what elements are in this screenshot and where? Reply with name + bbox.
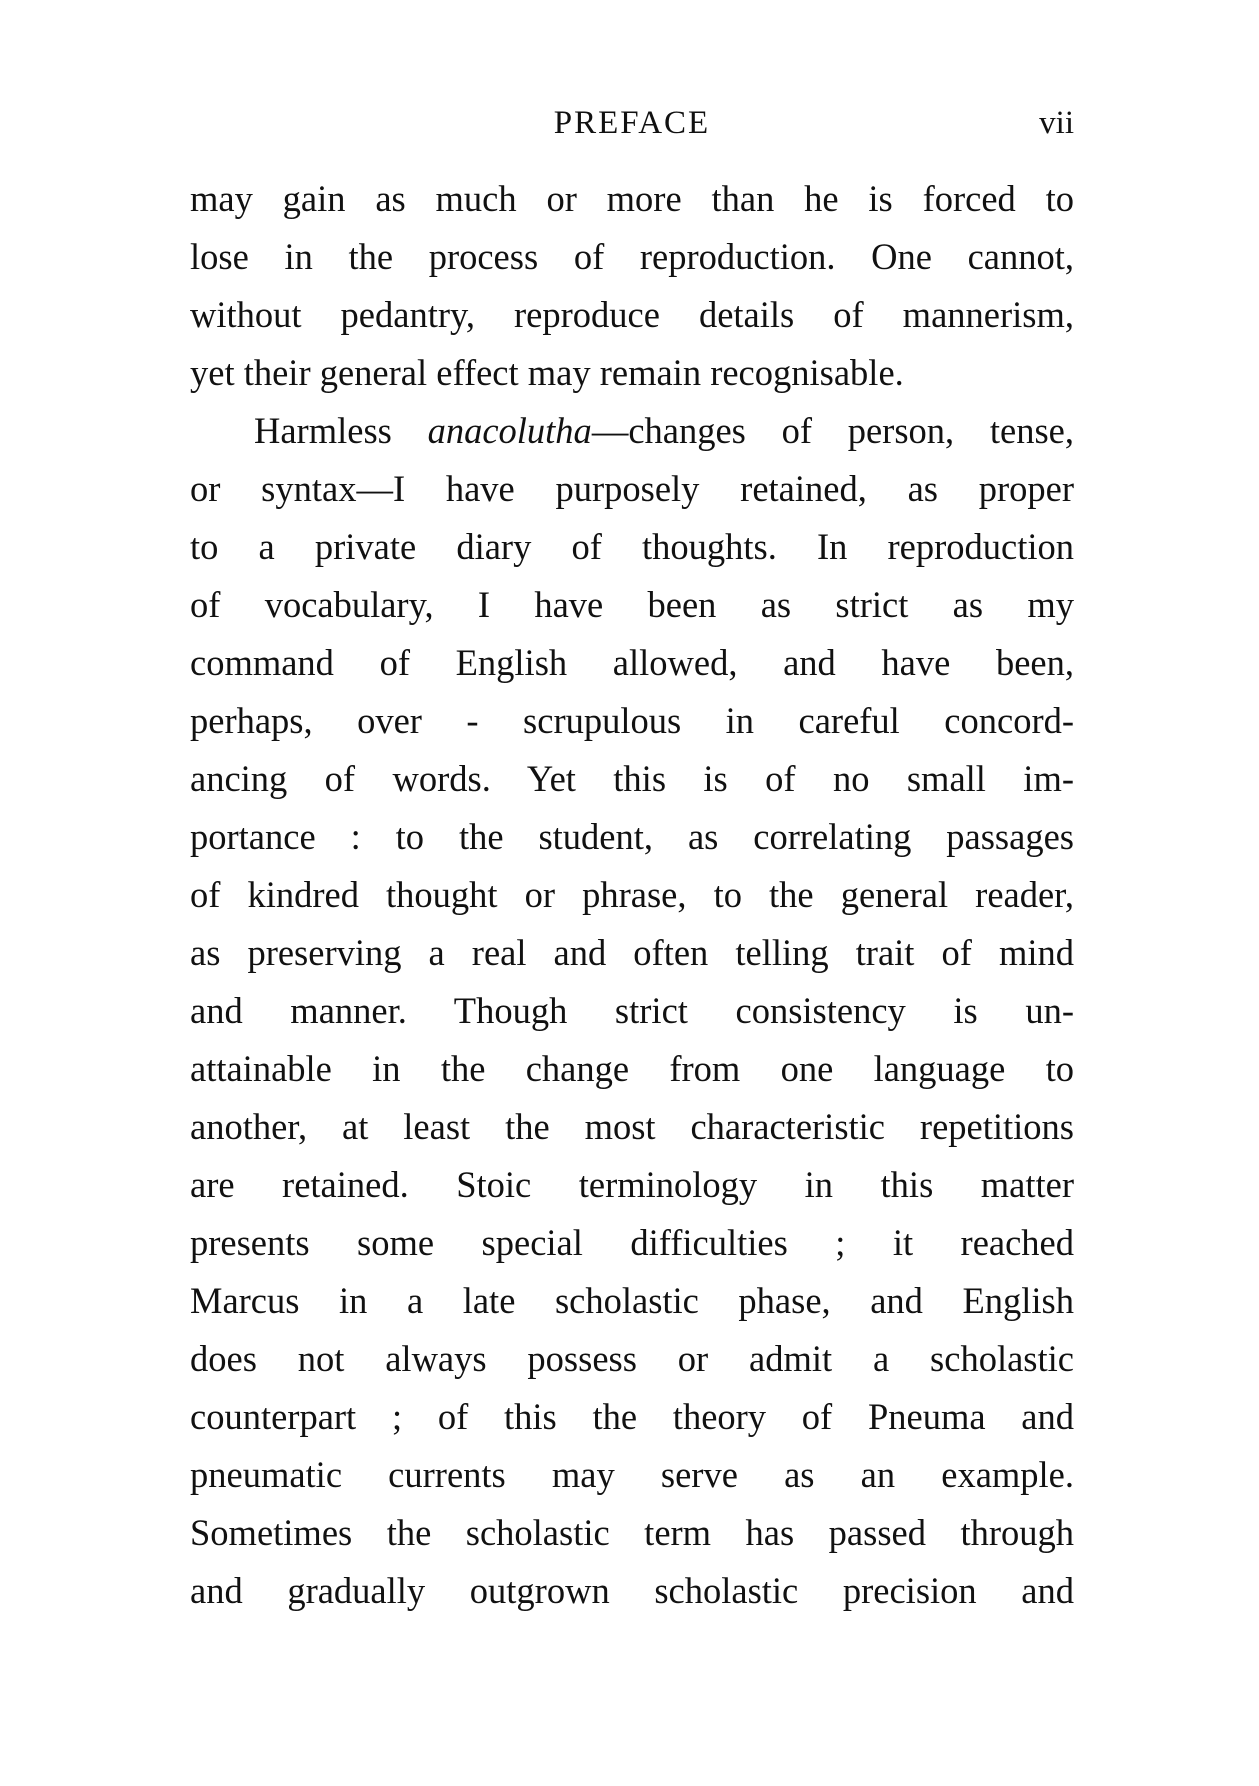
text-line: of kindred thought or phrase, to the general reader, — [190, 874, 1074, 915]
paragraph-2 — [190, 402, 1074, 1620]
running-title: PREFACE — [553, 105, 711, 141]
text-line: Marcus in a late scholastic phase, and English — [190, 1280, 1074, 1321]
text-line: does not always possess or admit a scholastic — [190, 1338, 1074, 1379]
text-line: to a private diary of thoughts. In reproduction — [190, 526, 1074, 567]
text-line: yet their general effect may remain recognisable. — [190, 352, 904, 393]
text-run: —changes of person, tense, — [591, 410, 1074, 451]
text-line: pneumatic currents may serve as an example. — [190, 1454, 1074, 1495]
italic-term: anacolutha — [427, 410, 592, 451]
running-head — [190, 100, 1074, 146]
text-line: counterpart ; of this the theory of Pneuma and — [190, 1396, 1074, 1437]
text-line: and gradually outgrown scholastic precision and — [190, 1570, 1074, 1611]
text-line: perhaps, over - scrupulous in careful concord- — [190, 700, 1074, 741]
text-line: without pedantry, reproduce details of mannerism, — [190, 294, 1074, 335]
page-number: vii — [1039, 105, 1074, 141]
paragraph-1 — [190, 170, 1074, 402]
text-line: lose in the process of reproduction. One cannot, — [190, 236, 1074, 277]
text-line: and manner. Though strict consistency is un- — [190, 990, 1074, 1031]
text-line: another, at least the most characteristic repetitions — [190, 1106, 1074, 1147]
text-line: as preserving a real and often telling trait of mind — [190, 932, 1074, 973]
text-line: are retained. Stoic terminology in this matter — [190, 1164, 1074, 1205]
text-line: portance : to the student, as correlating passages — [190, 816, 1074, 857]
text-line: attainable in the change from one language to — [190, 1048, 1074, 1089]
text-line: may gain as much or more than he is forced to — [190, 178, 1074, 219]
body-text — [190, 170, 1074, 1620]
text-line: or syntax—I have purposely retained, as proper — [190, 468, 1074, 509]
text-line: ancing of words. Yet this is of no small im- — [190, 758, 1074, 799]
text-line: of vocabulary, I have been as strict as my — [190, 584, 1074, 625]
text-line — [190, 402, 1074, 460]
text-line: command of English allowed, and have been, — [190, 642, 1074, 683]
text-line: Sometimes the scholastic term has passed through — [190, 1512, 1074, 1553]
text-run: Harmless — [254, 410, 428, 451]
text-line: presents some special difficulties ; it reached — [190, 1222, 1074, 1263]
